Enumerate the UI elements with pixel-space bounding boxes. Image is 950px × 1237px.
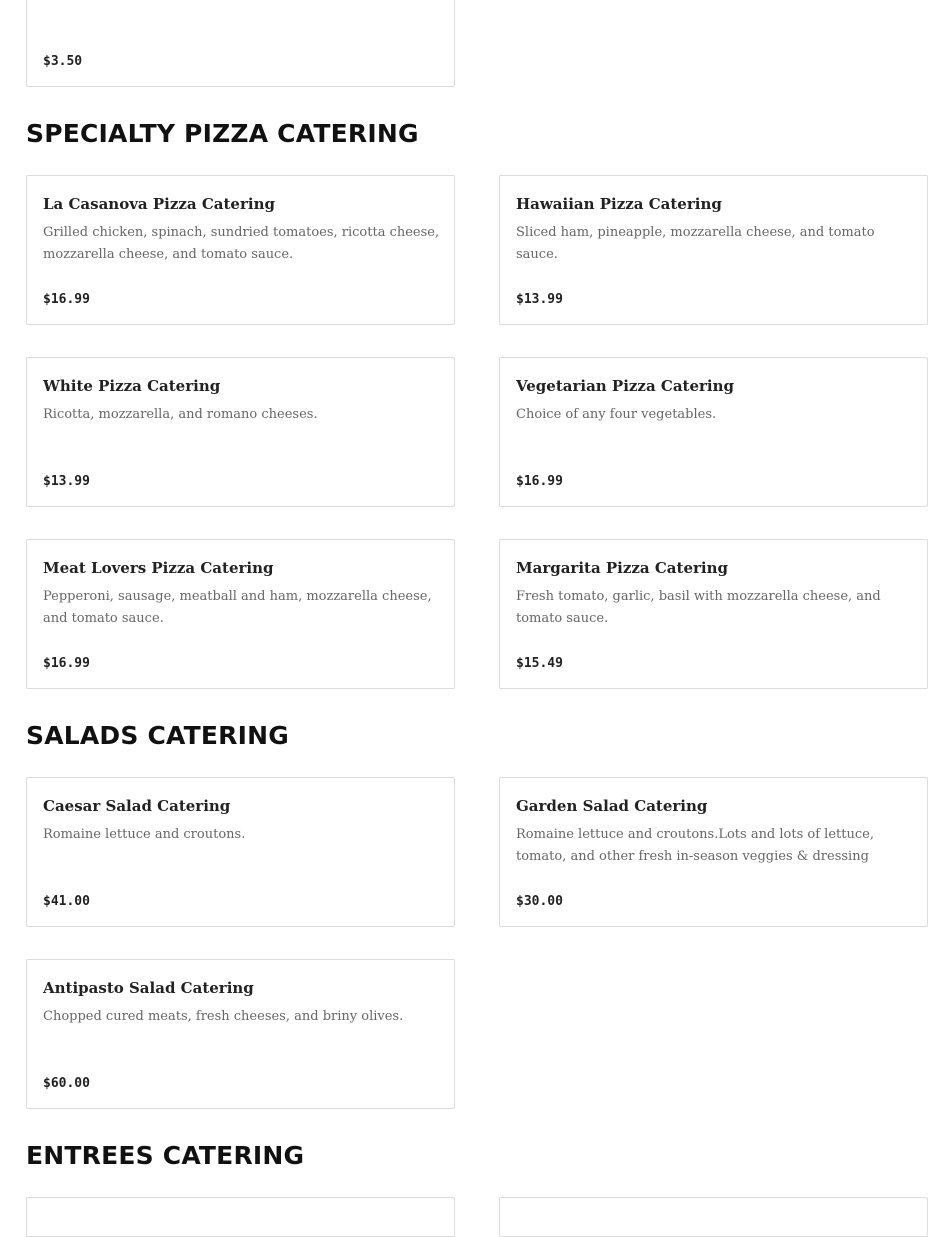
menu-item-card[interactable]: [499, 1197, 928, 1237]
menu-item-card[interactable]: [499, 777, 928, 927]
item-price: $13.99: [516, 292, 563, 307]
menu-item-card[interactable]: [26, 1197, 455, 1237]
item-description: Grilled chicken, spinach, sundried tomatoes, ricotta cheese, mozzarella cheese, and tomato sauce.: [43, 225, 440, 262]
item-name: White Pizza Catering: [43, 377, 221, 395]
menu-item-card[interactable]: [499, 357, 928, 507]
menu-item-card[interactable]: [499, 539, 928, 689]
item-price: $15.49: [516, 656, 563, 671]
item-price: $16.99: [43, 656, 90, 671]
item-description: Ricotta, mozzarella, and romano cheeses.: [43, 407, 318, 422]
item-description: Chopped cured meats, fresh cheeses, and briny olives.: [43, 1009, 404, 1024]
item-description: Choice of any four vegetables.: [516, 407, 717, 422]
item-description: Romaine lettuce and croutons.Lots and lots of lettuce, tomato, and other fresh in-season veggies & dressing: [516, 827, 874, 864]
item-price: $13.99: [43, 474, 90, 489]
item-description: Pepperoni, sausage, meatball and ham, mozzarella cheese, and tomato sauce.: [43, 589, 432, 626]
item-price: $60.00: [43, 1076, 90, 1091]
item-description: Romaine lettuce and croutons.: [43, 827, 246, 842]
item-price: $41.00: [43, 894, 90, 909]
item-name: Caesar Salad Catering: [43, 797, 231, 815]
item-price: $16.99: [43, 292, 90, 307]
section-title-specialty-pizza: SPECIALTY PIZZA CATERING: [26, 119, 419, 148]
item-price: $3.50: [43, 54, 83, 69]
section-title-entrees: ENTREES CATERING: [26, 1141, 305, 1170]
item-name: Hawaiian Pizza Catering: [516, 195, 722, 213]
section-title-salads: SALADS CATERING: [26, 721, 289, 750]
item-description: Fresh tomato, garlic, basil with mozzarella cheese, and tomato sauce.: [516, 589, 881, 626]
item-name: Meat Lovers Pizza Catering: [43, 559, 274, 577]
item-name: La Casanova Pizza Catering: [43, 195, 275, 213]
menu-item-card[interactable]: [26, 777, 455, 927]
item-price: $30.00: [516, 894, 563, 909]
item-name: Vegetarian Pizza Catering: [516, 377, 735, 395]
item-name: Garden Salad Catering: [516, 797, 708, 815]
menu-item-card[interactable]: [26, 959, 455, 1109]
menu-item-card[interactable]: [26, 539, 455, 689]
menu-item-card[interactable]: [26, 357, 455, 507]
item-name: Margarita Pizza Catering: [516, 559, 728, 577]
menu-item-card[interactable]: [499, 175, 928, 325]
item-name: Antipasto Salad Catering: [43, 979, 254, 997]
item-description: Sliced ham, pineapple, mozzarella cheese, and tomato sauce.: [516, 225, 875, 262]
menu-item-card[interactable]: [26, 175, 455, 325]
item-price: $16.99: [516, 474, 563, 489]
menu-item-card[interactable]: [26, 0, 455, 87]
